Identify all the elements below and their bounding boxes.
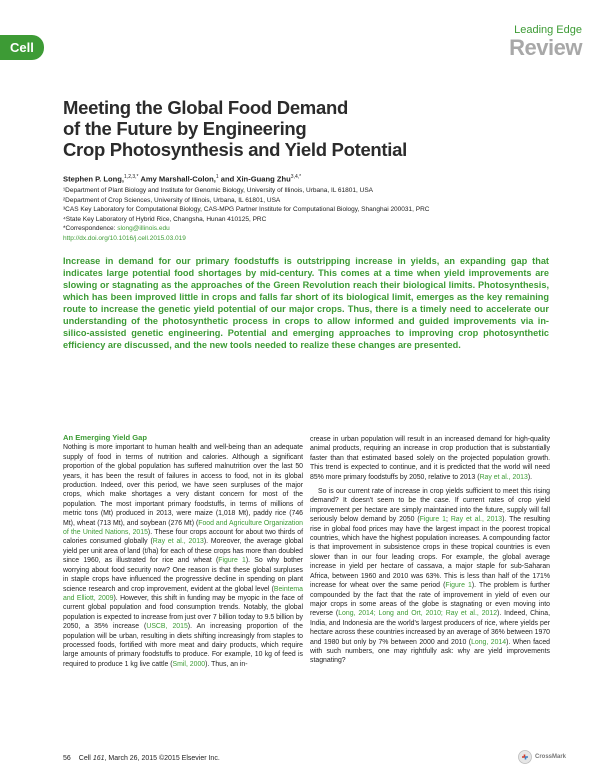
ref-link-ray-2013[interactable]: Ray et al., 2013 [479, 473, 528, 481]
ref-link-long-2014[interactable]: Long, 2014 [471, 638, 507, 646]
page-footer [63, 755, 220, 762]
section-label-review: Review [509, 35, 582, 60]
journal-name: Cell [78, 755, 93, 762]
ref-link-figure-1[interactable]: Figure 1 [445, 582, 472, 590]
cell-logo-text: Cell [10, 40, 34, 55]
author-list [63, 174, 301, 184]
correspondence [63, 224, 563, 234]
body-text: ). An increasing proportion of the population will be urban, resulting in diets shifting increasingly from staples to processed foods, fortified with more meat and dairy products, which require large amounts of primary foodstuffs to produce. For example, 10 kg of feed is required to produce 1 kg live cattle ( [63, 623, 303, 668]
article-title [63, 97, 543, 160]
body-column-left [63, 433, 303, 669]
abstract: Increase in demand for our primary foodstuffs is outstripping increase in yields, an expanding gap that indicates large potential food shortages by mid-century. This comes at a time when yield improvements are slowing or stagnating as the approaches of the Green Revolution reach their biological limits. Photosynthesis, which has been improved little in crops and falls far short of its biological limit, emerges as the key remaining route to increase the genetic yield potential of our major crops. Thus, there is a timely need to accelerate our understanding of the photosynthetic process in crops to allow informed and guided improvements via in-silico-assisted genetic engineering. Potential and emerging approaches to improving crop photosynthetic efficiency are discussed, and the new tools needed to realize these changes are presented. [63, 256, 549, 350]
title-line-3: Crop Photosynthesis and Yield Potential [63, 139, 407, 160]
author-zhu: and Xin-Guang Zhu [218, 174, 291, 184]
ref-link-smil[interactable]: Smil, 2000 [172, 660, 206, 668]
body-paragraph [310, 435, 550, 482]
author-long-affil: 1,2,3,* [124, 174, 139, 180]
correspondence-label: *Correspondence: [63, 225, 118, 233]
body-text: ). These four crops account for about two thirds of calories consumed globally ( [63, 529, 303, 546]
body-column-right [310, 435, 550, 666]
journal-volume: 161 [92, 755, 105, 762]
section-heading-emerging-yield-gap: An Emerging Yield Gap [63, 433, 147, 442]
body-text: ). When faced with such numbers, one may rightfully ask: why are yield improvements stagnating? [310, 638, 550, 665]
body-text: So is our current rate of increase in crop yields sufficient to meet this rising demand? It doesn't seem to be the case. If current rates of crop yield improvement per hectare are simply maintained into the future, supply will fall seriously below demand by 2050 ( [310, 488, 550, 524]
ref-link-figure-1[interactable]: Figure 1 [419, 516, 446, 524]
body-text: ). Thus, an in- [205, 660, 248, 668]
body-paragraph [63, 443, 303, 669]
body-text: ). However, this shift in funding may be myopic in the face of current global population and food consumption trends. Notably, the global population is expected to increase from just over 7 billion today to 9.5 billion by 2050, a 35% increase ( [63, 594, 303, 631]
body-paragraph [310, 487, 550, 666]
body-text: ). [527, 473, 533, 481]
ref-link-uscb[interactable]: USCB, 2015 [146, 623, 188, 631]
ref-link-ray-2013[interactable]: Ray et al., 2013 [152, 538, 204, 546]
crossmark-badge[interactable] [518, 750, 566, 764]
title-line-1: Meeting the Global Food Demand [63, 97, 348, 118]
affiliation-4: ⁴State Key Laboratory of Hybrid Rice, Changsha, Hunan 410125, PRC [63, 215, 267, 223]
doi-link[interactable]: http://dx.doi.org/10.1016/j.cell.2015.03.019 [63, 234, 186, 242]
section-tag [509, 24, 582, 59]
section-label-leading-edge: Leading Edge [514, 24, 582, 36]
affiliation-3: ³CAS Key Laboratory for Computational Biology, CAS-MPG Partner Institute for Computational Biology, Shanghai 200031, PRC [63, 206, 430, 214]
ref-link-ray-2013[interactable]: Ray et al., 2013 [450, 516, 503, 524]
body-text: ). Moreover, the average global yield per unit area of land (t/ha) for each of these crops has more than doubled since 1960, as illustrated for rice and wheat ( [63, 538, 303, 565]
body-text: crease in urban population will result in an increased demand for high-quality animal products, requiring an increase in crop production that is substantially faster than that estimated based solely on the projected population growth. This trend is expected to continue, and it is predicted that the world will need 85% more primary foodstuffs by 2050, relative to 2013 ( [310, 436, 550, 481]
cell-logo [0, 35, 44, 60]
ref-link-beintema[interactable]: Beintema and Elliott, 2009 [63, 585, 303, 602]
ref-link-long-2014-group[interactable]: Long, 2014; Long and Ort, 2010; Ray et al., 2012 [338, 610, 498, 618]
ref-link-fao[interactable]: Food and Agriculture Organization of the United Nations, 2015 [63, 519, 303, 537]
crossmark-icon [518, 750, 532, 764]
body-text: Nothing is more important to human health and well-being than an adequate supply of food in terms of nutrition and calories. Although a significant proportion of the global population has suffered malnutrition over the last 50 years, it has been the result of failures in access to food, not in its global production. Indeed, over this period, we have seen surpluses of the major crops, which make shortages a very distant concern for most of the population. The most important primary foodstuffs, in terms of millions of metric tons (Mt) produced in 2013, were maize (1,018 Mt), paddy rice (746 Mt), wheat (713 Mt), and soybean (276 Mt) ( [63, 444, 303, 527]
publication-date: , March 26, 2015 ©2015 Elsevier Inc. [104, 755, 220, 762]
body-text: ). So why bother worrying about food security now? One reason is that these global surpluses in staple crops have influenced the progressive decline in spending on plant science research and crop improvement, evident at the global level ( [63, 557, 303, 593]
affiliation-1: ¹Department of Plant Biology and Institute for Genomic Biology, University of Illinois, Urbana, IL 61801, USA [63, 187, 373, 194]
affiliations [63, 186, 563, 244]
correspondence-email-link[interactable]: slong@illinois.edu [117, 225, 170, 233]
page-number: 56 [63, 755, 71, 762]
ref-link-figure-1[interactable]: Figure 1 [218, 557, 246, 565]
body-text: ). The problem is further compounded by the fact that the rate of improvement in yield of even our major crops in some areas of the globe is stagnating or even moving into reverse ( [310, 582, 550, 618]
affiliation-2: ²Department of Crop Sciences, University of Illinois, Urbana, IL 61801, USA [63, 196, 281, 204]
author-zhu-affil: 3,4,* [290, 174, 302, 180]
body-text: ; [445, 516, 451, 524]
author-marshall-colon: Amy Marshall-Colon, [138, 174, 216, 184]
body-text: ). Indeed, China, India, and Indonesia are the world's largest producers of rice, where yields per hectare across these countries increased by an average of 36% between 1970 and 1980 but only by 7% between 2000 and 2010 ( [310, 610, 551, 646]
body-text: ). The resulting rise in global food prices may have the largest impact in the poorest tropical countries, which have the highest population increases. A compounding factor is that improvement in subsistence crops in these tropical countries is even slower than in our four leading crops. For example, the global average increase in yield per hectare of cassava, a major staple for sub-Saharan Africa, between 1960 and 2010 was 63%. This is less than half of the 171% increase for wheat over the same period ( [310, 516, 550, 590]
title-line-2: of the Future by Engineering [63, 118, 307, 139]
crossmark-label: CrossMark [534, 754, 566, 760]
author-long: Stephen P. Long, [63, 174, 125, 184]
author-marshall-colon-affil: 1 [215, 174, 219, 180]
